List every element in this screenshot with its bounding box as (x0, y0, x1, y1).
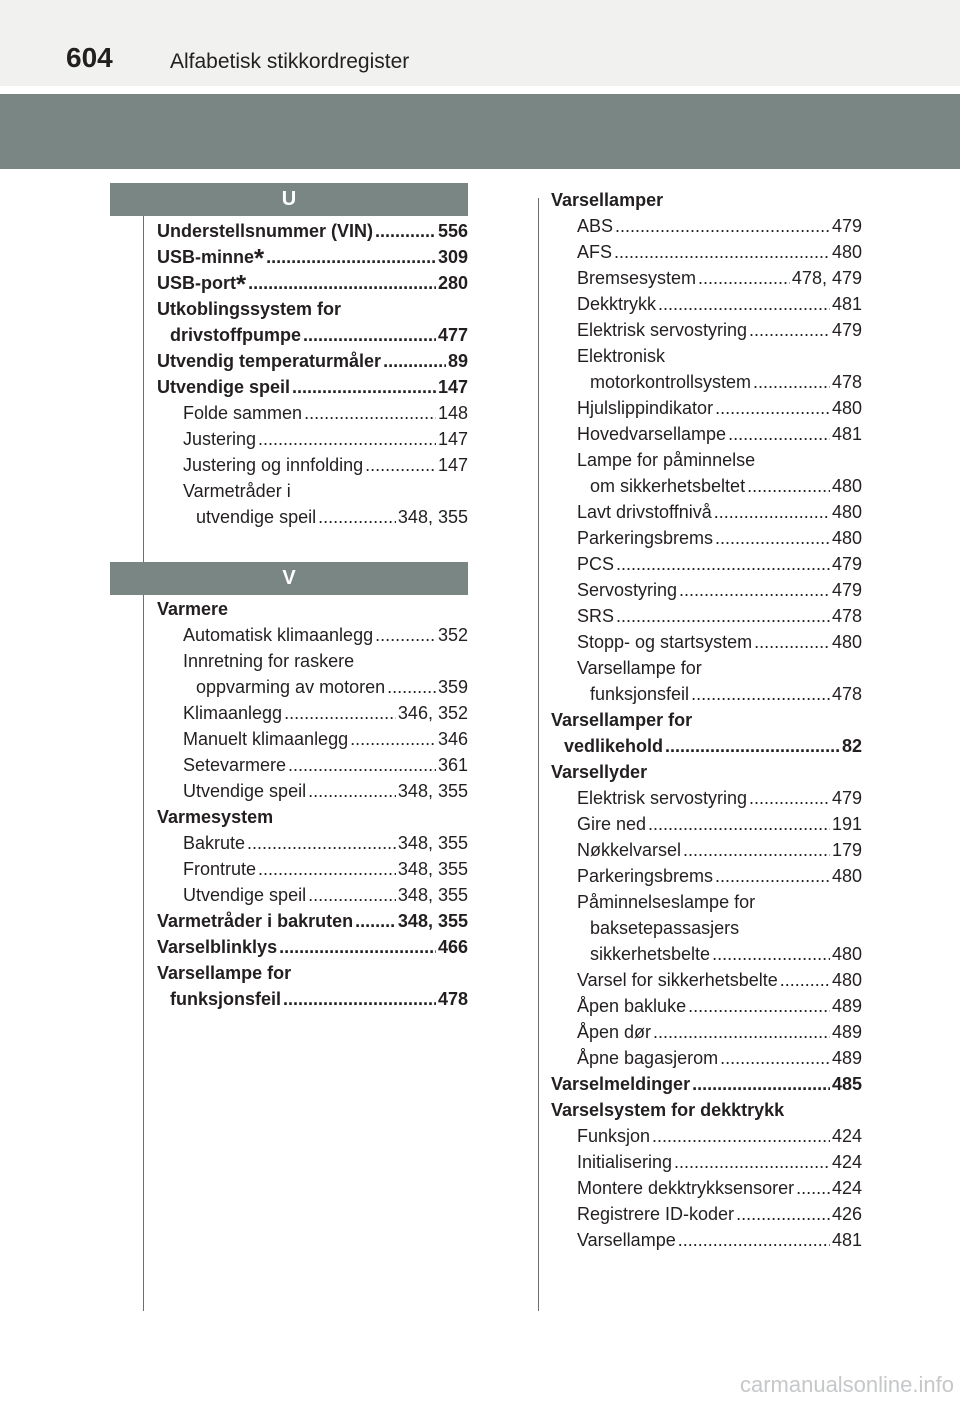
index-subentry: Elektronisk (577, 346, 666, 366)
index-subentry: Hovedvarsellampe ..... 481 (577, 421, 862, 447)
index-subentry: Automatisk klimaanlegg ..... 352 (183, 622, 468, 648)
index-entry: Utkoblingssystem for (157, 299, 342, 319)
index-subentry: Varmetråder i (183, 481, 291, 501)
index-subentry: Funksjon ..... 424 (577, 1123, 862, 1149)
index-entry: vedlikehold ..... 82 (564, 733, 862, 759)
column-rule-left (143, 198, 144, 1311)
index-subentry: PCS ..... 479 (577, 551, 862, 577)
index-subentry: Lampe for påminnelse (577, 450, 756, 470)
index-entry: Varsellamper (551, 190, 664, 210)
index-subentry: Folde sammen ..... 148 (183, 400, 468, 426)
index-subentry: sikkerhetsbelte ..... 480 (590, 941, 862, 967)
index-subentry: motorkontrollsystem ..... 478 (590, 369, 862, 395)
index-subentry: Åpen dør ..... 489 (577, 1019, 862, 1045)
index-subentry: Parkeringsbrems ..... 480 (577, 525, 862, 551)
index-entry: Varselblinklys ..... 466 (157, 934, 468, 960)
page-title: Alfabetisk stikkordregister (170, 50, 410, 73)
index-subentry: Åpne bagasjerom ..... 489 (577, 1045, 862, 1071)
index-entry: Varsellyder (551, 762, 648, 782)
index-subentry: Påminnelseslampe for (577, 892, 756, 912)
index-subentry: Initialisering ..... 424 (577, 1149, 862, 1175)
index-subentry: Stopp- og startsystem ..... 480 (577, 629, 862, 655)
index-subentry: utvendige speil ..... 348, 355 (196, 504, 468, 530)
index-entry: Varmesystem (157, 807, 274, 827)
index-subentry: Justering ..... 147 (183, 426, 468, 452)
index-subentry: Elektrisk servostyring ..... 479 (577, 317, 862, 343)
index-entry: Utvendig temperaturmåler ..... 89 (157, 348, 468, 374)
index-entry: USB-port* ..... 280 (157, 270, 468, 296)
section-header-v: V (110, 562, 468, 595)
index-subentry: SRS ..... 478 (577, 603, 862, 629)
index-entry: Utvendige speil ..... 147 (157, 374, 468, 400)
index-entry: USB-minne* ..... 309 (157, 244, 468, 270)
index-subentry: Servostyring ..... 479 (577, 577, 862, 603)
index-subentry: Utvendige speil ..... 348, 355 (183, 778, 468, 804)
index-entry: Varsellampe for (157, 963, 292, 983)
index-subentry: ABS ..... 479 (577, 213, 862, 239)
index-entry: funksjonsfeil ..... 478 (170, 986, 468, 1012)
index-subentry: Gire ned ..... 191 (577, 811, 862, 837)
index-entry: Varsellamper for (551, 710, 693, 730)
index-subentry: Klimaanlegg ..... 346, 352 (183, 700, 468, 726)
index-subentry: Registrere ID-koder ..... 426 (577, 1201, 862, 1227)
index-subentry: Parkeringsbrems ..... 480 (577, 863, 862, 889)
index-entry: Varmetråder i bakruten ..... 348, 355 (157, 908, 468, 934)
index-subentry: Innretning for raskere (183, 651, 355, 671)
index-subentry: Justering og innfolding ..... 147 (183, 452, 468, 478)
index-subentry: Montere dekktrykksensorer ..... 424 (577, 1175, 862, 1201)
index-subentry: Elektrisk servostyring ..... 479 (577, 785, 862, 811)
index-subentry: om sikkerhetsbeltet ..... 480 (590, 473, 862, 499)
index-subentry: Manuelt klimaanlegg ..... 346 (183, 726, 468, 752)
index-subentry: Frontrute ..... 348, 355 (183, 856, 468, 882)
column-rule-right (538, 198, 539, 1311)
index-subentry: Utvendige speil ..... 348, 355 (183, 882, 468, 908)
index-subentry: oppvarming av motoren ..... 359 (196, 674, 468, 700)
index-subentry: Nøkkelvarsel ..... 179 (577, 837, 862, 863)
page-header (0, 0, 960, 86)
index-subentry: Varsel for sikkerhetsbelte ..... 480 (577, 967, 862, 993)
index-subentry: Setevarmere ..... 361 (183, 752, 468, 778)
index-entry: Varmere (157, 599, 229, 619)
index-subentry: AFS ..... 480 (577, 239, 862, 265)
section-header-u: U (110, 183, 468, 216)
index-entry: drivstoffpumpe ..... 477 (170, 322, 468, 348)
index-subentry: baksetepassasjers (590, 918, 740, 938)
index-subentry: Varsellampe for (577, 658, 702, 678)
index-subentry: Åpen bakluke ..... 489 (577, 993, 862, 1019)
index-subentry: funksjonsfeil ..... 478 (590, 681, 862, 707)
index-subentry: Lavt drivstoffnivå ..... 480 (577, 499, 862, 525)
index-entry: Varselsystem for dekktrykk (551, 1100, 785, 1120)
header-band (0, 94, 960, 169)
index-subentry: Hjulslippindikator ..... 480 (577, 395, 862, 421)
index-subentry: Varsellampe ..... 481 (577, 1227, 862, 1253)
page-number: 604 (66, 42, 113, 73)
index-subentry: Bremsesystem ..... 478, 479 (577, 265, 862, 291)
index-subentry: Dekktrykk ..... 481 (577, 291, 862, 317)
index-subentry: Bakrute ..... 348, 355 (183, 830, 468, 856)
watermark: carmanualsonline.info (739, 1372, 954, 1397)
index-entry: Varselmeldinger ..... 485 (551, 1071, 862, 1097)
index-entry: Understellsnummer (VIN) ..... 556 (157, 218, 468, 244)
